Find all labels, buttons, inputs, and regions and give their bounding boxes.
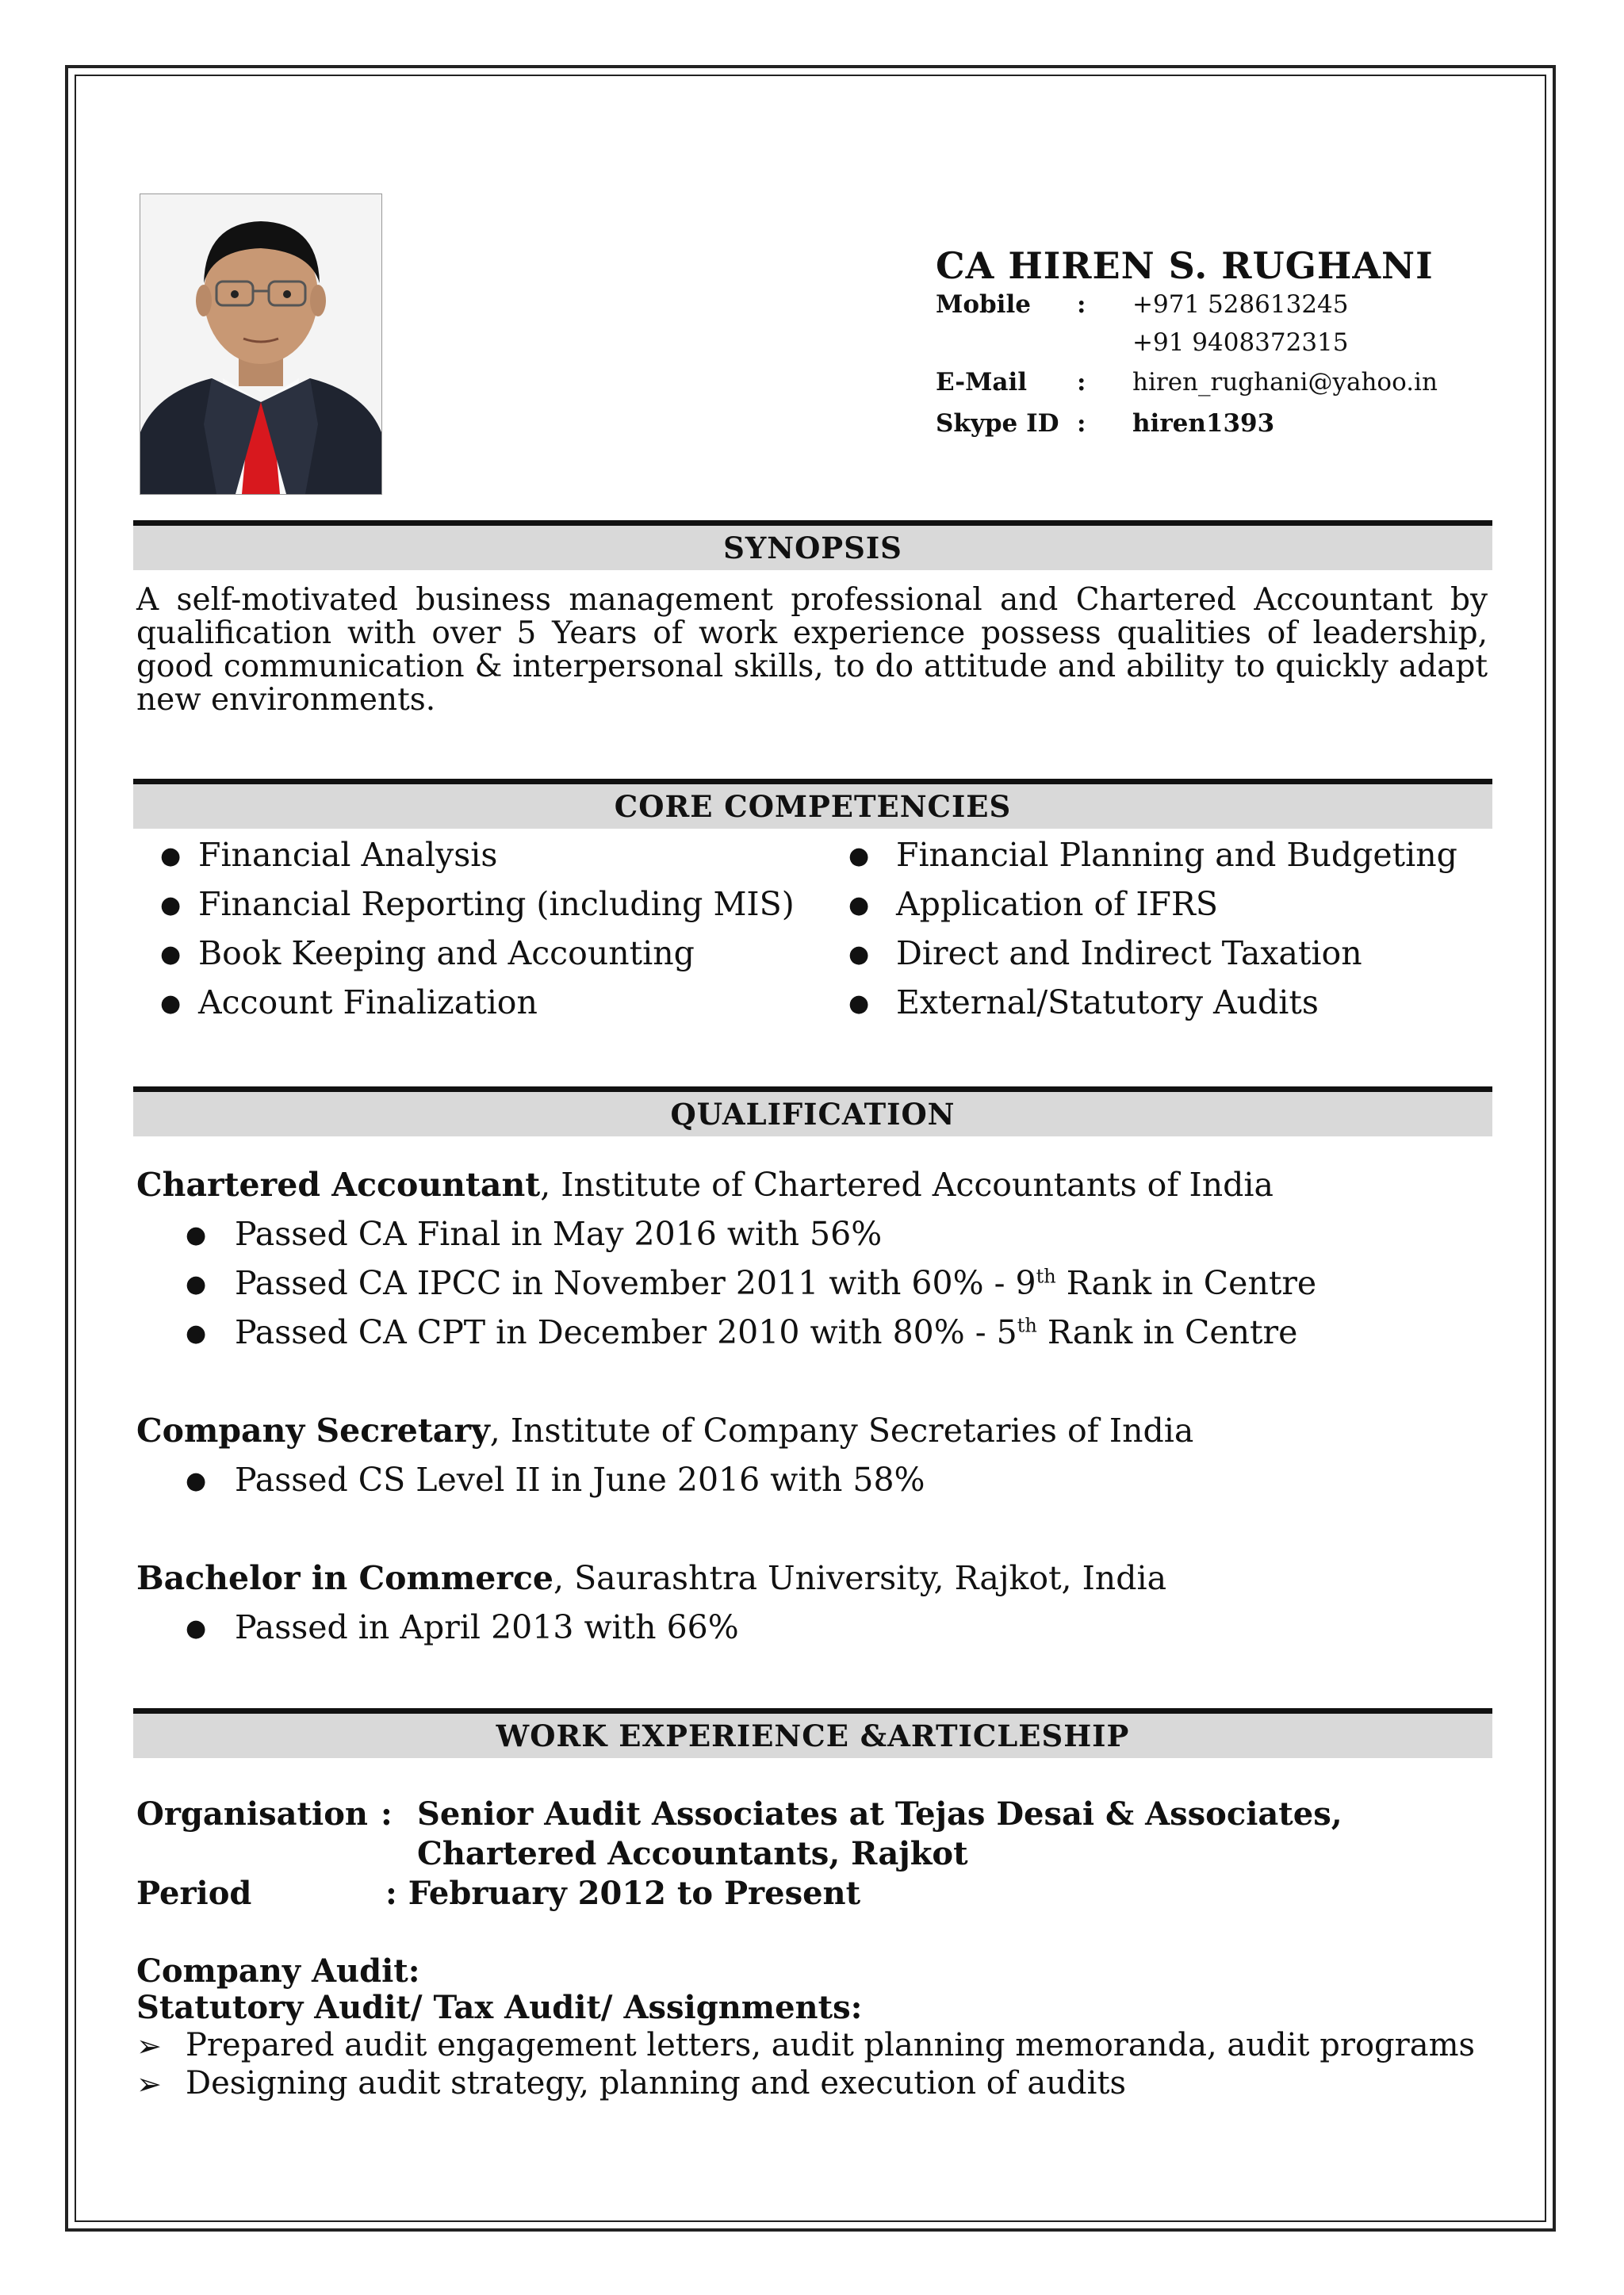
period-label: Period [136,1875,252,1912]
profile-photo [140,193,382,495]
work-item: Prepared audit engagement letters, audit planning memoranda, audit programs [186,2027,1476,2063]
contact-label: E-Mail [936,368,1028,397]
competency-item: Direct and Indirect Taxation [896,934,1362,972]
contact-label: Mobile [936,290,1031,319]
degree-name: Company Secretary [136,1412,490,1450]
competency-item: Financial Planning and Budgeting [896,836,1457,874]
section-title-work-experience: WORK EXPERIENCE &ARTICLESHIP [133,1708,1492,1758]
competency-item: Financial Reporting (including MIS) [198,885,795,923]
synopsis-text: A self-motivated business management professional and Chartered Accountant by qualification with over 5 Years of work experience possess qualities of leadership, good communication & interpersonal skills, to do attitude and ability to quickly adapt new environments. [136,582,1488,718]
qualification-cs-heading [136,1412,1193,1450]
qualification-item: Passed CA Final in May 2016 with 56% [235,1215,883,1253]
bullet-icon: ● [160,842,182,870]
organisation-value: Senior Audit Associates at Tejas Desai & Associates, [417,1795,1342,1833]
competency-item: Book Keeping and Accounting [198,934,695,972]
competency-item: External/Statutory Audits [896,983,1319,1021]
contact-colon: : [1077,409,1086,438]
contact-value: hiren1393 [1132,409,1275,438]
qualification-ca-heading [136,1166,1274,1204]
competency-item: Application of IFRS [896,885,1218,923]
bullet-icon: ● [186,1270,207,1298]
contact-colon: : [1077,368,1086,397]
section-title-qualification: QUALIFICATION [133,1086,1492,1136]
qualification-item: Passed in April 2013 with 66% [235,1608,739,1646]
bullet-icon: ● [186,1221,207,1249]
qualification-bcom-heading [136,1559,1166,1597]
bullet-icon: ● [160,990,182,1017]
bullet-icon: ● [160,941,182,968]
contact-label: Skype ID [936,409,1059,438]
bullet-icon: ● [186,1467,207,1495]
institute-name: , Saurashtra University, Rajkot, India [553,1559,1167,1597]
arrow-bullet-icon: ➢ [136,2029,162,2063]
organisation-value-line2: Chartered Accountants, Rajkot [417,1835,968,1872]
bullet-icon: ● [848,842,870,870]
institute-name: , Institute of Chartered Accountants of India [540,1166,1274,1204]
degree-name: Chartered Accountant [136,1166,541,1204]
ordinal-suffix: th [1017,1314,1037,1337]
contact-value: +91 9408372315 [1132,328,1349,357]
statutory-audit-heading: Statutory Audit/ Tax Audit/ Assignments: [136,1989,863,2026]
bullet-icon: ● [186,1320,207,1347]
contact-value: +971 528613245 [1132,290,1349,319]
work-item: Designing audit strategy, planning and execution of audits [186,2065,1127,2102]
contact-colon: : [1077,290,1086,319]
qualification-text: Rank in Centre [1055,1264,1317,1302]
institute-name: , Institute of Company Secretaries of India [489,1412,1194,1450]
profile-photo-image [140,194,381,494]
company-audit-heading: Company Audit: [136,1952,420,1990]
organisation-colon: : [381,1795,393,1833]
competency-item: Account Finalization [198,983,538,1021]
qualification-item [235,1264,1316,1302]
period-value: : February 2012 to Present [385,1875,861,1912]
bullet-icon: ● [848,891,870,919]
degree-name: Bachelor in Commerce [136,1559,554,1597]
candidate-name: CA HIREN S. RUGHANI [936,244,1434,287]
section-title-competencies: CORE COMPETENCIES [133,779,1492,829]
bullet-icon: ● [186,1615,207,1642]
qualification-text: Passed CA CPT in December 2010 with 80% - 5 [235,1313,1017,1351]
organisation-label: Organisation [136,1795,368,1833]
bullet-icon: ● [848,990,870,1017]
qualification-text: Rank in Centre [1036,1313,1298,1351]
qualification-text: Passed CA IPCC in November 2011 with 60% - 9 [235,1264,1036,1302]
contact-value: hiren_rughani@yahoo.in [1132,368,1438,397]
bullet-icon: ● [160,891,182,919]
ordinal-suffix: th [1036,1265,1056,1288]
arrow-bullet-icon: ➢ [136,2067,162,2102]
qualification-item [235,1313,1297,1351]
qualification-item: Passed CS Level II in June 2016 with 58% [235,1461,925,1499]
competency-item: Financial Analysis [198,836,498,874]
section-title-synopsis: SYNOPSIS [133,520,1492,570]
bullet-icon: ● [848,941,870,968]
